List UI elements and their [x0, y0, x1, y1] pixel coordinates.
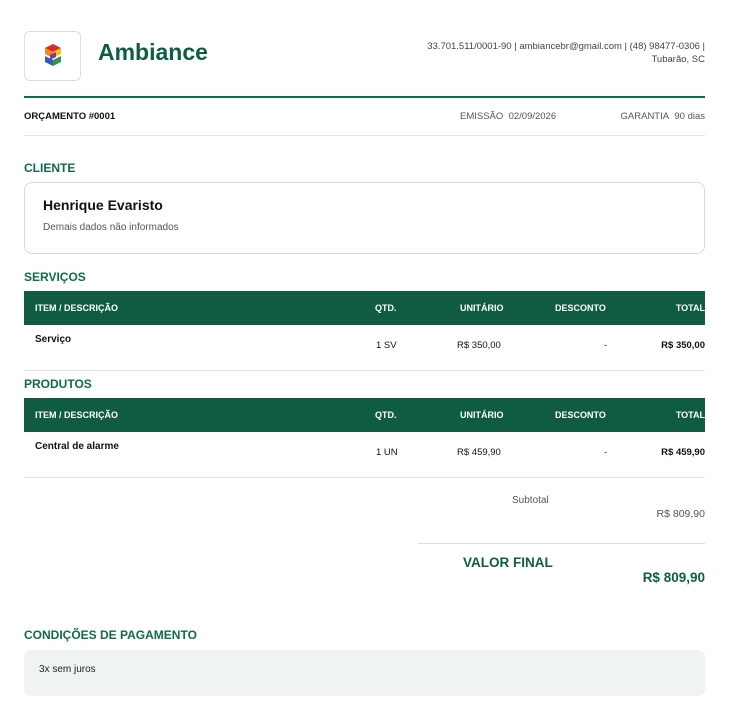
warranty-label: GARANTIA [620, 111, 670, 122]
column-header-discount: DESCONTO [555, 303, 606, 313]
client-section-title: CLIENTE [24, 161, 76, 175]
table-row [24, 431, 705, 477]
header-divider [24, 96, 705, 98]
table-row [24, 324, 705, 370]
services-divider [24, 370, 705, 371]
emission-date [460, 111, 556, 122]
totals-divider [418, 543, 705, 544]
row-total: R$ 350,00 [661, 340, 705, 351]
final-value-label: VALOR FINAL [463, 555, 553, 570]
column-header-qtd: QTD. [375, 410, 397, 420]
column-header-total: TOTAL [675, 410, 705, 420]
row-discount: - [604, 447, 608, 458]
products-divider [24, 477, 705, 478]
subtotal-label: Subtotal [512, 495, 549, 506]
quote-number: ORÇAMENTO #0001 [24, 111, 116, 122]
row-unit: R$ 459,90 [457, 447, 501, 458]
services-section-title: SERVIÇOS [24, 270, 86, 284]
cube-logo-icon [42, 42, 64, 70]
contact-line-2: Tubarão, SC [651, 54, 705, 65]
client-card [24, 182, 705, 254]
emission-label: EMISSÃO [460, 111, 504, 122]
emission-value: 02/09/2026 [508, 111, 557, 122]
products-table-header [24, 398, 705, 432]
column-header-discount: DESCONTO [555, 410, 606, 420]
row-total: R$ 459,90 [661, 447, 705, 458]
quote-meta [24, 111, 705, 125]
subtotal-value: R$ 809,90 [656, 508, 705, 520]
payment-section-title: CONDIÇÕES DE PAGAMENTO [24, 628, 197, 642]
column-header-total: TOTAL [675, 303, 705, 313]
row-qtd: 1 SV [376, 340, 397, 351]
column-header-unit: UNITÁRIO [460, 410, 504, 420]
services-table-header [24, 291, 705, 325]
final-value-amount: R$ 809,90 [642, 570, 705, 585]
row-discount: - [604, 340, 608, 351]
company-name: Ambiance [98, 39, 208, 65]
column-header-unit: UNITÁRIO [460, 303, 504, 313]
row-item: Central de alarme [35, 441, 119, 452]
column-header-qtd: QTD. [375, 303, 397, 313]
client-name: Henrique Evaristo [43, 197, 163, 213]
payment-text: 3x sem juros [39, 664, 96, 675]
warranty [621, 111, 705, 122]
row-unit: R$ 350,00 [457, 340, 501, 351]
column-header-item: ITEM / DESCRIÇÃO [35, 410, 119, 420]
products-section-title: PRODUTOS [24, 377, 92, 391]
client-info: Demais dados não informados [43, 222, 179, 233]
row-item: Serviço [35, 334, 72, 345]
row-qtd: 1 UN [376, 447, 398, 458]
meta-divider [24, 135, 705, 136]
warranty-value: 90 dias [674, 111, 705, 122]
contact-line-1: 33.701.511/0001-90 | ambiancebr@gmail.com | (48) 98477-0306 | [427, 41, 705, 52]
column-header-item: ITEM / DESCRIÇÃO [35, 303, 119, 313]
company-contact [385, 40, 705, 66]
payment-box [24, 650, 705, 696]
company-logo [24, 31, 81, 81]
